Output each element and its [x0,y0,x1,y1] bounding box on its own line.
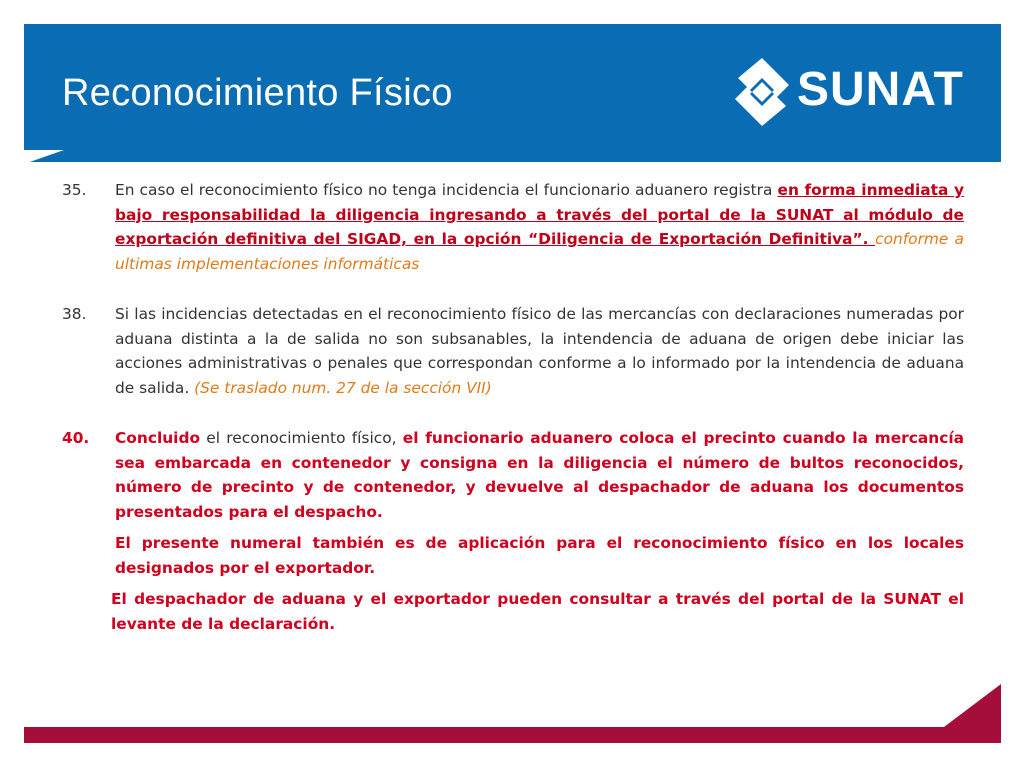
item-40-paragraph-1 [115,426,964,524]
item-35-highlight: en forma inmediata y bajo responsabilidad la diligencia ingresando a través del portal de la SUNAT al módulo de exportación definitiva del SIGAD, en la opción “Diligencia de Exportación Definitiva”. [115,181,964,248]
item-35 [62,178,964,276]
slide-title: Reconocimiento Físico [62,72,453,114]
item-35-note: conforme a ultimas implementaciones informáticas [115,230,964,273]
item-text [111,426,964,636]
item-35-intro: En caso el reconocimiento físico no tenga incidencia el funcionario aduanero registra [115,181,778,199]
item-40-normal: el reconocimiento físico, [200,429,403,447]
footer-corner [944,684,1001,743]
item-40-paragraph-3: El despachador de aduana y el exportador pueden consultar a través del portal de la SUNAT el levante de la declaración. [111,590,964,633]
item-text [115,178,964,276]
item-text [115,302,964,400]
sunat-logo [727,54,977,130]
item-38-period: . [184,378,195,397]
item-40-concluido: Concluido [115,429,201,447]
item-38 [62,302,964,400]
item-number: 35. [62,181,87,199]
footer-band [24,727,1001,743]
item-number: 38. [62,305,87,323]
item-38-note: (Se traslado num. 27 de la sección VII) [194,378,492,397]
content-body [62,178,964,662]
item-40 [62,426,964,636]
sunat-logo-icon [727,54,797,130]
item-40-paragraph-2: El presente numeral también es de aplicación para el reconocimiento físico en los locales designados por el exportador. [115,534,964,577]
item-38-main: Si las incidencias detectadas en el reconocimiento físico de las mercancías con declaraciones numeradas por aduana distinta a la de salida no son subsanables, la intendencia de aduana de origen debe iniciar las acciones administrativas o penales que correspondan conforme a lo informado por la intendencia de aduana de salida [115,305,964,397]
sunat-logo-text: SUNAT [797,63,964,116]
item-40-bold: el funcionario aduanero coloca el precinto cuando la mercancía sea embarcada en contenedor y consigna en la diligencia el número de bultos reconocidos, número de precinto y de contenedor, y devuelve al despachador de aduana los documentos presentados para el despacho. [115,429,964,521]
header-corner [24,150,64,164]
item-number: 40. [62,429,90,447]
